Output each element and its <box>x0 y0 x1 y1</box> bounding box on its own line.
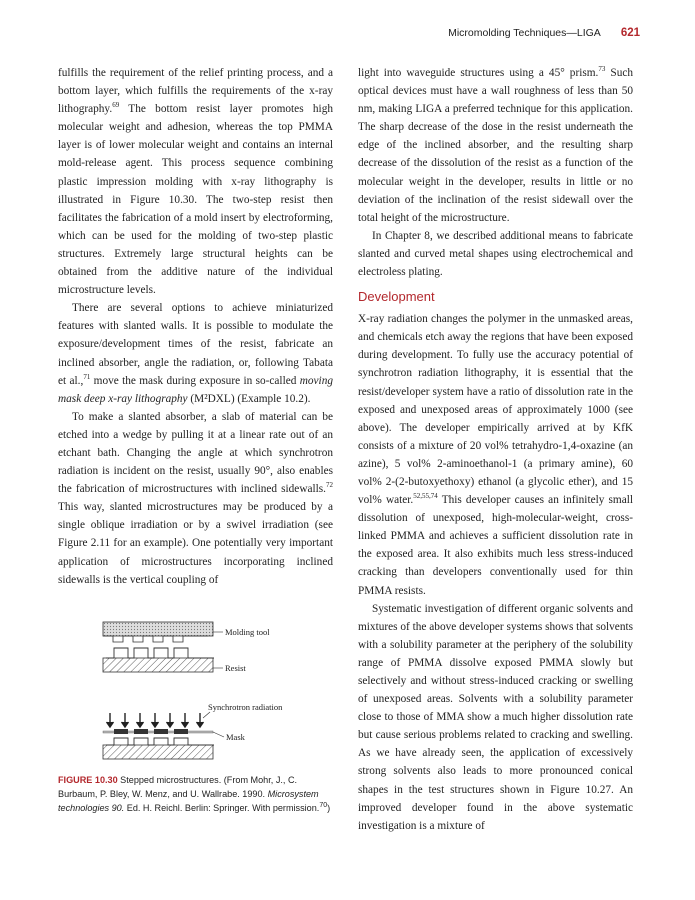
right-paragraph-1 <box>358 64 633 227</box>
text-run: move the mask during exposure in so-called <box>90 374 300 387</box>
left-column <box>58 64 333 589</box>
text-run: The bottom resist layer promotes high molecular weight and adhesion, whereas the top PMMA layer is of lower molecular weight and contains an internal mold-release agent. This process sequence combining plastic impression molding with x-ray lithography is illustrated in Figure 10.30. The two-step resist then facilitates the fabrication of a mold insert by electroforming, which can be used for the molding of two-step plastic structures. Extremely large structural heights can be obtained from the additive nature of the individual microstructure levels. <box>58 103 333 297</box>
caption-text: Ed. H. Reichl. Berlin: Springer. With permission. <box>124 803 320 814</box>
left-paragraph-2 <box>58 299 333 408</box>
emphasis-text: moving mask deep x-ray lithography <box>58 374 333 405</box>
synchrotron-arrows <box>107 713 204 727</box>
text-run: light into waveguide structures using a 45° prism. <box>358 67 599 79</box>
figure-label: FIGURE 10.30 <box>58 775 118 785</box>
left-paragraph-3 <box>58 408 333 589</box>
resist-graphic <box>103 648 214 672</box>
text-run: Such optical devices must have a wall roughness of less than 50 nm, making LIGA a preferred technique for this application. The sharp decrease of the dose in the resist underneath the edge of the inclined absorber, and the resulting sharp decrease of the dissolution of the resist as a function of the molecular weight in the developer, results in little or no deviation of the inclination of the resist sidewall over the total height of the microstructure. <box>358 67 634 224</box>
molding-tool-graphic <box>103 622 213 642</box>
page-number: 621 <box>620 27 640 39</box>
citation: 72 <box>326 481 333 490</box>
running-header <box>448 27 640 39</box>
citation: 70 <box>319 802 328 810</box>
right-paragraph-2: In Chapter 8, we described additional means to fabricate slanted and curved metal shapes using electrochemical and electroless plating. <box>358 229 633 279</box>
text-run: To make a slanted absorber, a slab of material can be etched into a wedge by pulling it at a linear rate out of an etchant bath. Changing the angle at which synchrotron radiation is incident on the resist, usually 90°, also enables the fabrication of microstructures with inclined sidewalls. <box>58 410 333 496</box>
right-paragraph-4: Systematic investigation of different organic solvents and mixtures of the above developer systems shows that solvents with a solubility parameter at the periphery of the solubility range of PMMA dissolve exposed PMMA slowly but selectively and without stress-induced cracking or swelling of unexposed areas. Solvents with a solubility parameter close to those of MMA show a much higher dissolution rate but cause serious problems related to cracking and swelling. As we have already seen, the application of excessively strong solvents also leads to more pronounced conical shapes in the test structures shown in Figure 10.27. An improved developer found in the above systematic investigation is a mixture of <box>358 602 633 832</box>
label-molding-tool: Molding tool <box>225 627 270 637</box>
text-run: This way, slanted microstructures may be produced by a single oblique irradiation or by a swivel irradiation (see Figure 2.11 for an example). One potentially very important application of microstructures incorporating inclined sidewalls is the vertical coupling of <box>58 501 333 586</box>
text-run: (M²DXL) (Example 10.2). <box>187 392 311 405</box>
text-run: There are several options to achieve miniaturized features with slanted walls. It is possible to modulate the exposure/development times of the resist, fabricate an inclined absorber, angle the radiation, or, following Tabata et al., <box>58 302 333 387</box>
mask-graphic <box>103 729 214 759</box>
text-run: fulfills the requirement of the relief printing process, and a bottom layer, which fulfills the requirements of the x-ray lithography. <box>58 67 333 116</box>
citation: 52,55,74 <box>413 492 438 501</box>
right-paragraph-3 <box>358 310 633 600</box>
running-title: Micromolding Techniques—LIGA <box>448 27 601 39</box>
figure-10-30 <box>58 610 338 770</box>
label-synchrotron-radiation: Synchrotron radiation <box>208 702 283 712</box>
label-resist: Resist <box>225 663 246 673</box>
label-mask: Mask <box>226 732 245 742</box>
caption-text: ) <box>327 803 331 814</box>
stepped-microstructure-diagram <box>58 610 338 770</box>
citation: 71 <box>83 372 91 381</box>
caption-emphasis: Microsystem technologies 90. <box>58 789 319 814</box>
citation: 69 <box>112 101 120 110</box>
section-heading: Development <box>358 289 435 305</box>
text-run: This developer causes an infinitely small dissolution of unexposed, high-molecular-weight, cross-linked PMMA and achieves a sufficient dissolution rate in the exposed area. It also exhibits much less stress-induced cracking than developers conventionally used for thin PMMA resists. <box>358 494 633 597</box>
right-column <box>358 64 633 835</box>
citation: 73 <box>598 65 606 74</box>
caption-text: Stepped microstructures. (From Mohr, J., C. Burbaum, P. Bley, W. Menz, and U. Wallrabe. 1990. <box>58 775 298 800</box>
figure-caption <box>58 773 338 816</box>
left-paragraph-1 <box>58 64 333 299</box>
text-run: X-ray radiation changes the polymer in the unmasked areas, and chemicals etch away the regions that have been exposed during development. To fully use the accuracy potential of synchrotron radiation lithography, it is essential that the resist/developer system have a ratio of dissolution rate in the exposed and unexposed areas of approximately 1000 (see above). The developer empirically arrived at by KfK consists of a mixture of 20 vol% tetrahydro-1,4-oxazine (an azine), 5 vol% 2-aminoethanol-1 (a primary amine), 60 vol% 2-(2-butoxyethoxy) ethanol (a glycolic ether), and 15 vol% water. <box>358 313 633 507</box>
